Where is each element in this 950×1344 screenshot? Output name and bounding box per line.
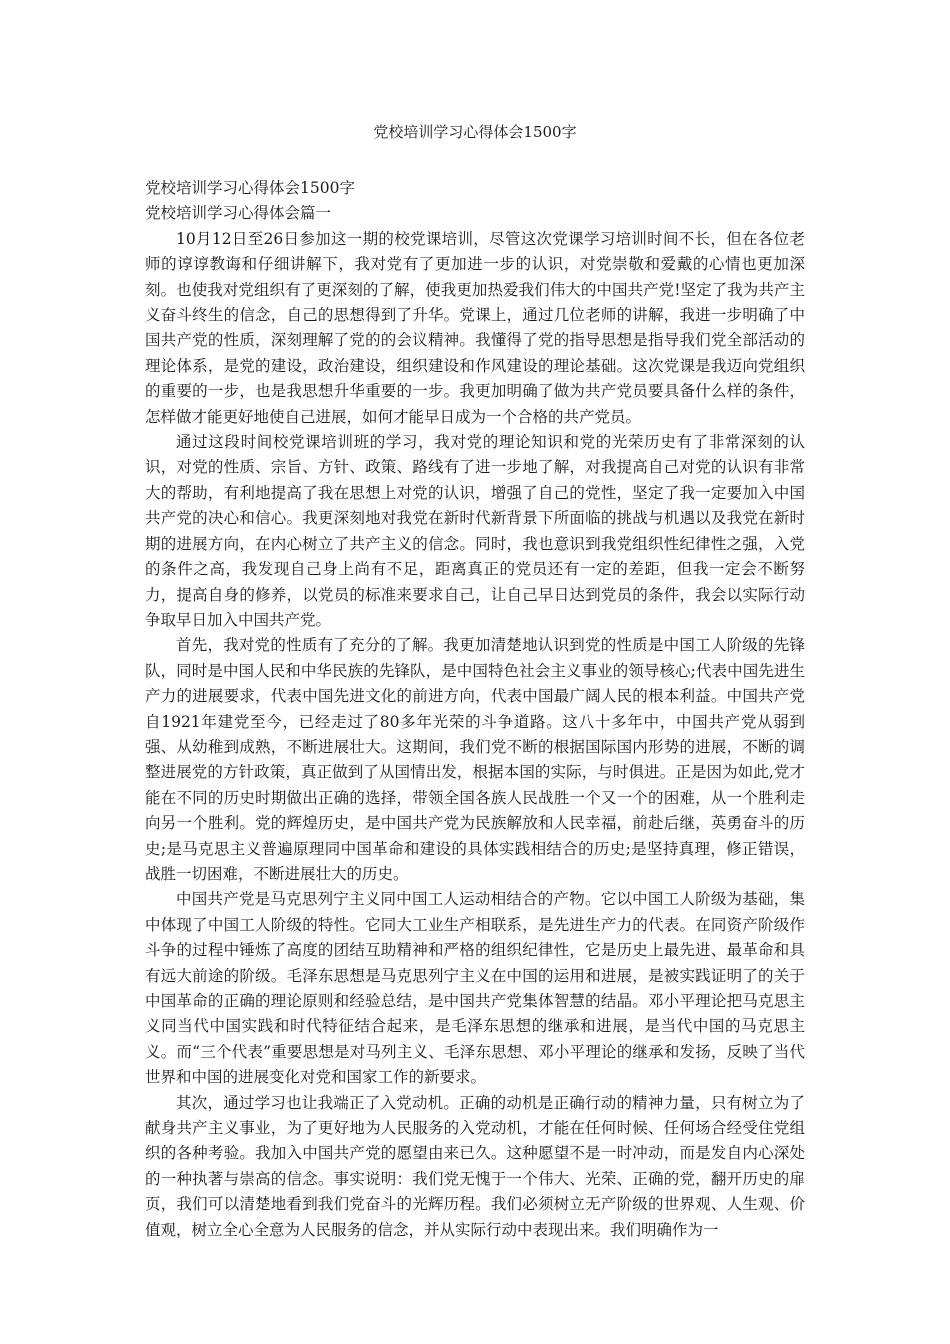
- document-title: 党校培训学习心得体会1500字: [373, 123, 577, 141]
- document-body: [145, 176, 805, 1243]
- article-heading: 党校培训学习心得体会1500字: [145, 179, 355, 197]
- paragraph-1: 10月12日至26日参加这一期的校党课培训，尽管这次党课学习培训时间不长，但在各位老师的谆谆教诲和仔细讲解下，我对党有了更加进一步的认识，对党崇敬和爱戴的心情也更加深刻。也使我对党组织有了更深刻的了解，使我更加热爱我们伟大的中国共产党!坚定了我为共产主义奋斗终生的信念，自己的思想得到了升华。党课上，通过几位老师的讲解，我进一步明确了中国共产党的性质，深刻理解了党的的会议精神。我懂得了党的指导思想是指导我们党全部活动的理论体系，是党的建设，政治建设，组织建设和作风建设的理论基础。这次党课是我迈向党组织的重要的一步，也是我思想升华重要的一步。我更加明确了做为共产党员要具备什么样的条件，怎样做才能更好地使自己进展，如何才能早日成为一个合格的共产党员。: [145, 229, 805, 426]
- paragraph-2: 通过这段时间校党课培训班的学习，我对党的理论知识和党的光荣历史有了非常深刻的认识，对党的性质、宗旨、方针、政策、路线有了进一步地了解，对我提高自己对党的认识有非常大的帮助，有利地提高了我在思想上对党的认识，增强了自己的党性，坚定了我一定要加入中国共产党的决心和信心。我更深刻地对我党在新时代新背景下所面临的挑战与机遇以及我党在新时期的进展方向，在内心树立了共产主义的信念。同时，我也意识到我党组织性纪律性之强，入党的条件之高，我发现自己身上尚有不足，距离真正的党员还有一定的差距，但我一定会不断努力，提高自身的修养，以党员的标准来要求自己，让自己早日达到党员的条件，我会以实际行动争取早日加入中国共产党。: [145, 433, 805, 629]
- paragraph-3: 首先，我对党的性质有了充分的了解。我更加清楚地认识到党的性质是中国工人阶级的先锋队，同时是中国人民和中华民族的先锋队，是中国特色社会主义事业的领导核心;代表中国先进生产力的进展要求，代表中国先进文化的前进方向，代表中国最广阔人民的根本利益。中国共产党自1921年建党至今，已经走过了80多年光荣的斗争道路。这八十多年中，中国共产党从弱到强、从幼稚到成熟，不断进展壮大。这期间，我们党不断的根据国际国内形势的进展，不断的调整进展党的方针政策，真正做到了从国情出发，根据本国的实际，与时俱进。正是因为如此,党才能在不同的历史时期做出正确的选择，带领全国各族人民战胜一个又一个的困难，从一个胜利走向另一个胜利。党的辉煌历史，是中国共产党为民族解放和人民幸福，前赴后继，英勇奋斗的历史;是马克思主义普遍原理同中国革命和建设的具体实践相结合的历史;是坚持真理，修正错误，战胜一切困难，不断进展壮大的历史。: [145, 636, 805, 883]
- paragraph-5: 其次，通过学习也让我端正了入党动机。正确的动机是正确行动的精神力量，只有树立为了献身共产主义事业，为了更好地为人民服务的入党动机，才能在任何时候、任何场合经受住党组织的各种考验。我加入中国共产党的愿望由来已久。这种愿望不是一时冲动，而是发自内心深处的一种执著与崇高的信念。事实说明：我们党无愧于一个伟大、光荣、正确的党，翻开历史的扉页，我们可以清楚地看到我们党奋斗的光辉历程。我们必须树立无产阶级的世界观、人生观、价值观，树立全心全意为人民服务的信念，并从实际行动中表现出来。我们明确作为一: [145, 1093, 805, 1239]
- article-subheading: 党校培训学习心得体会篇一: [145, 204, 332, 223]
- paragraph-4: 中国共产党是马克思列宁主义同中国工人运动相结合的产物。它以中国工人阶级为基础，集中体现了中国工人阶级的特性。它同大工业生产相联系，是先进生产力的代表。在同资产阶级作斗争的过程中锤炼了高度的团结互助精神和严格的组织纪律性，它是历史上最先进、最革命和具有远大前途的阶级。毛泽东思想是马克思列宁主义在中国的运用和进展，是被实践证明了的关于中国革命的正确的理论原则和经验总结，是中国共产党集体智慧的结晶。邓小平理论把马克思主义同当代中国实践和时代特征结合起来，是毛泽东思想的继承和进展，是当代中国的马克思主义。而“三个代表”重要思想是对马列主义、毛泽东思想、邓小平理论的继承和发扬，反映了当代世界和中国的进展变化对党和国家工作的新要求。: [145, 890, 805, 1087]
